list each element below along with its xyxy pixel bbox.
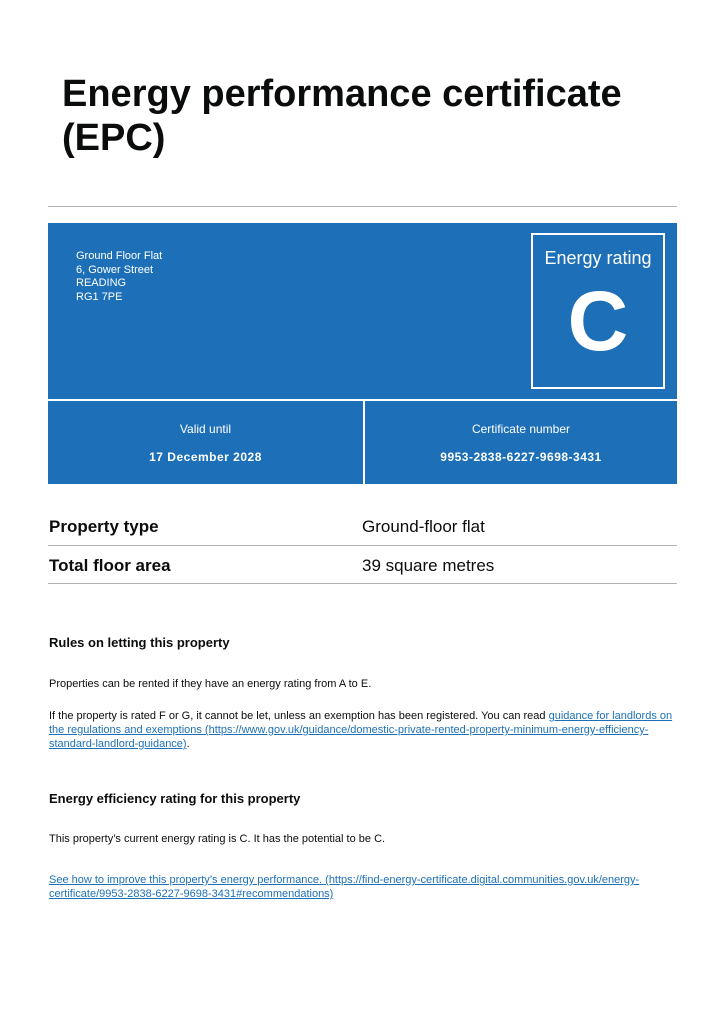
landlord-guidance-link[interactable]: guidance for landlords on the regulations and exemptions (https://www.gov.uk/guidance/domestic-private-rented-property-minimum-energy-efficiency-standard-landlord-guidance) bbox=[49, 710, 673, 750]
property-type-label: Property type bbox=[49, 517, 159, 536]
property-type-row bbox=[48, 517, 677, 555]
letting-rules-text: If the property is rated F or G, it cannot be let, unless an exemption has been registered. You can read bbox=[49, 710, 549, 722]
certificate-number-cell bbox=[365, 401, 677, 484]
floor-area-label: Total floor area bbox=[49, 556, 171, 575]
certificate-number-value: 9953-2838-6227-9698-3431 bbox=[440, 450, 602, 464]
energy-rating-letter: C bbox=[567, 274, 629, 368]
floor-area-divider bbox=[48, 583, 677, 584]
letting-rules-end: . bbox=[186, 738, 190, 750]
property-address bbox=[76, 250, 162, 304]
property-type-value: Ground-floor flat bbox=[362, 517, 485, 536]
address-line-3: READING bbox=[76, 277, 127, 290]
certificate-summary-panel bbox=[48, 223, 677, 484]
efficiency-rating-heading: Energy efficiency rating for this property bbox=[49, 791, 301, 806]
improve-performance-link[interactable]: See how to improve this property’s energy performance. (https://find-energy-certificate.digital.communities.gov.uk/energy-certificate/9953-2838-6227-9698-3431#recommendations) bbox=[49, 874, 640, 900]
page-title: Energy performance certificate (EPC) bbox=[62, 73, 622, 159]
certificate-number-label: Certificate number bbox=[471, 422, 571, 436]
address-postcode: RG1 7PE bbox=[76, 290, 123, 303]
letting-rules-paragraph-2 bbox=[49, 709, 674, 751]
address-line-1: Ground Floor Flat bbox=[76, 250, 163, 262]
title-divider bbox=[48, 206, 677, 207]
property-row-divider bbox=[48, 545, 677, 546]
energy-rating-box bbox=[531, 233, 665, 389]
efficiency-rating-paragraph: This property’s current energy rating is C. It has the potential to be C. bbox=[49, 833, 386, 845]
floor-area-value: 39 square metres bbox=[362, 556, 495, 575]
valid-until-label: Valid until bbox=[179, 422, 232, 436]
letting-rules-paragraph-1: Properties can be rented if they have an energy rating from A to E. bbox=[49, 678, 372, 690]
valid-until-value: 17 December 2028 bbox=[149, 450, 262, 464]
energy-rating-label: Energy rating bbox=[544, 248, 652, 268]
floor-area-row bbox=[48, 556, 677, 594]
address-line-2: 6, Gower Street bbox=[76, 263, 154, 276]
letting-rules-heading: Rules on letting this property bbox=[49, 635, 230, 650]
valid-until-cell bbox=[48, 401, 363, 484]
improvement-paragraph bbox=[49, 873, 674, 901]
